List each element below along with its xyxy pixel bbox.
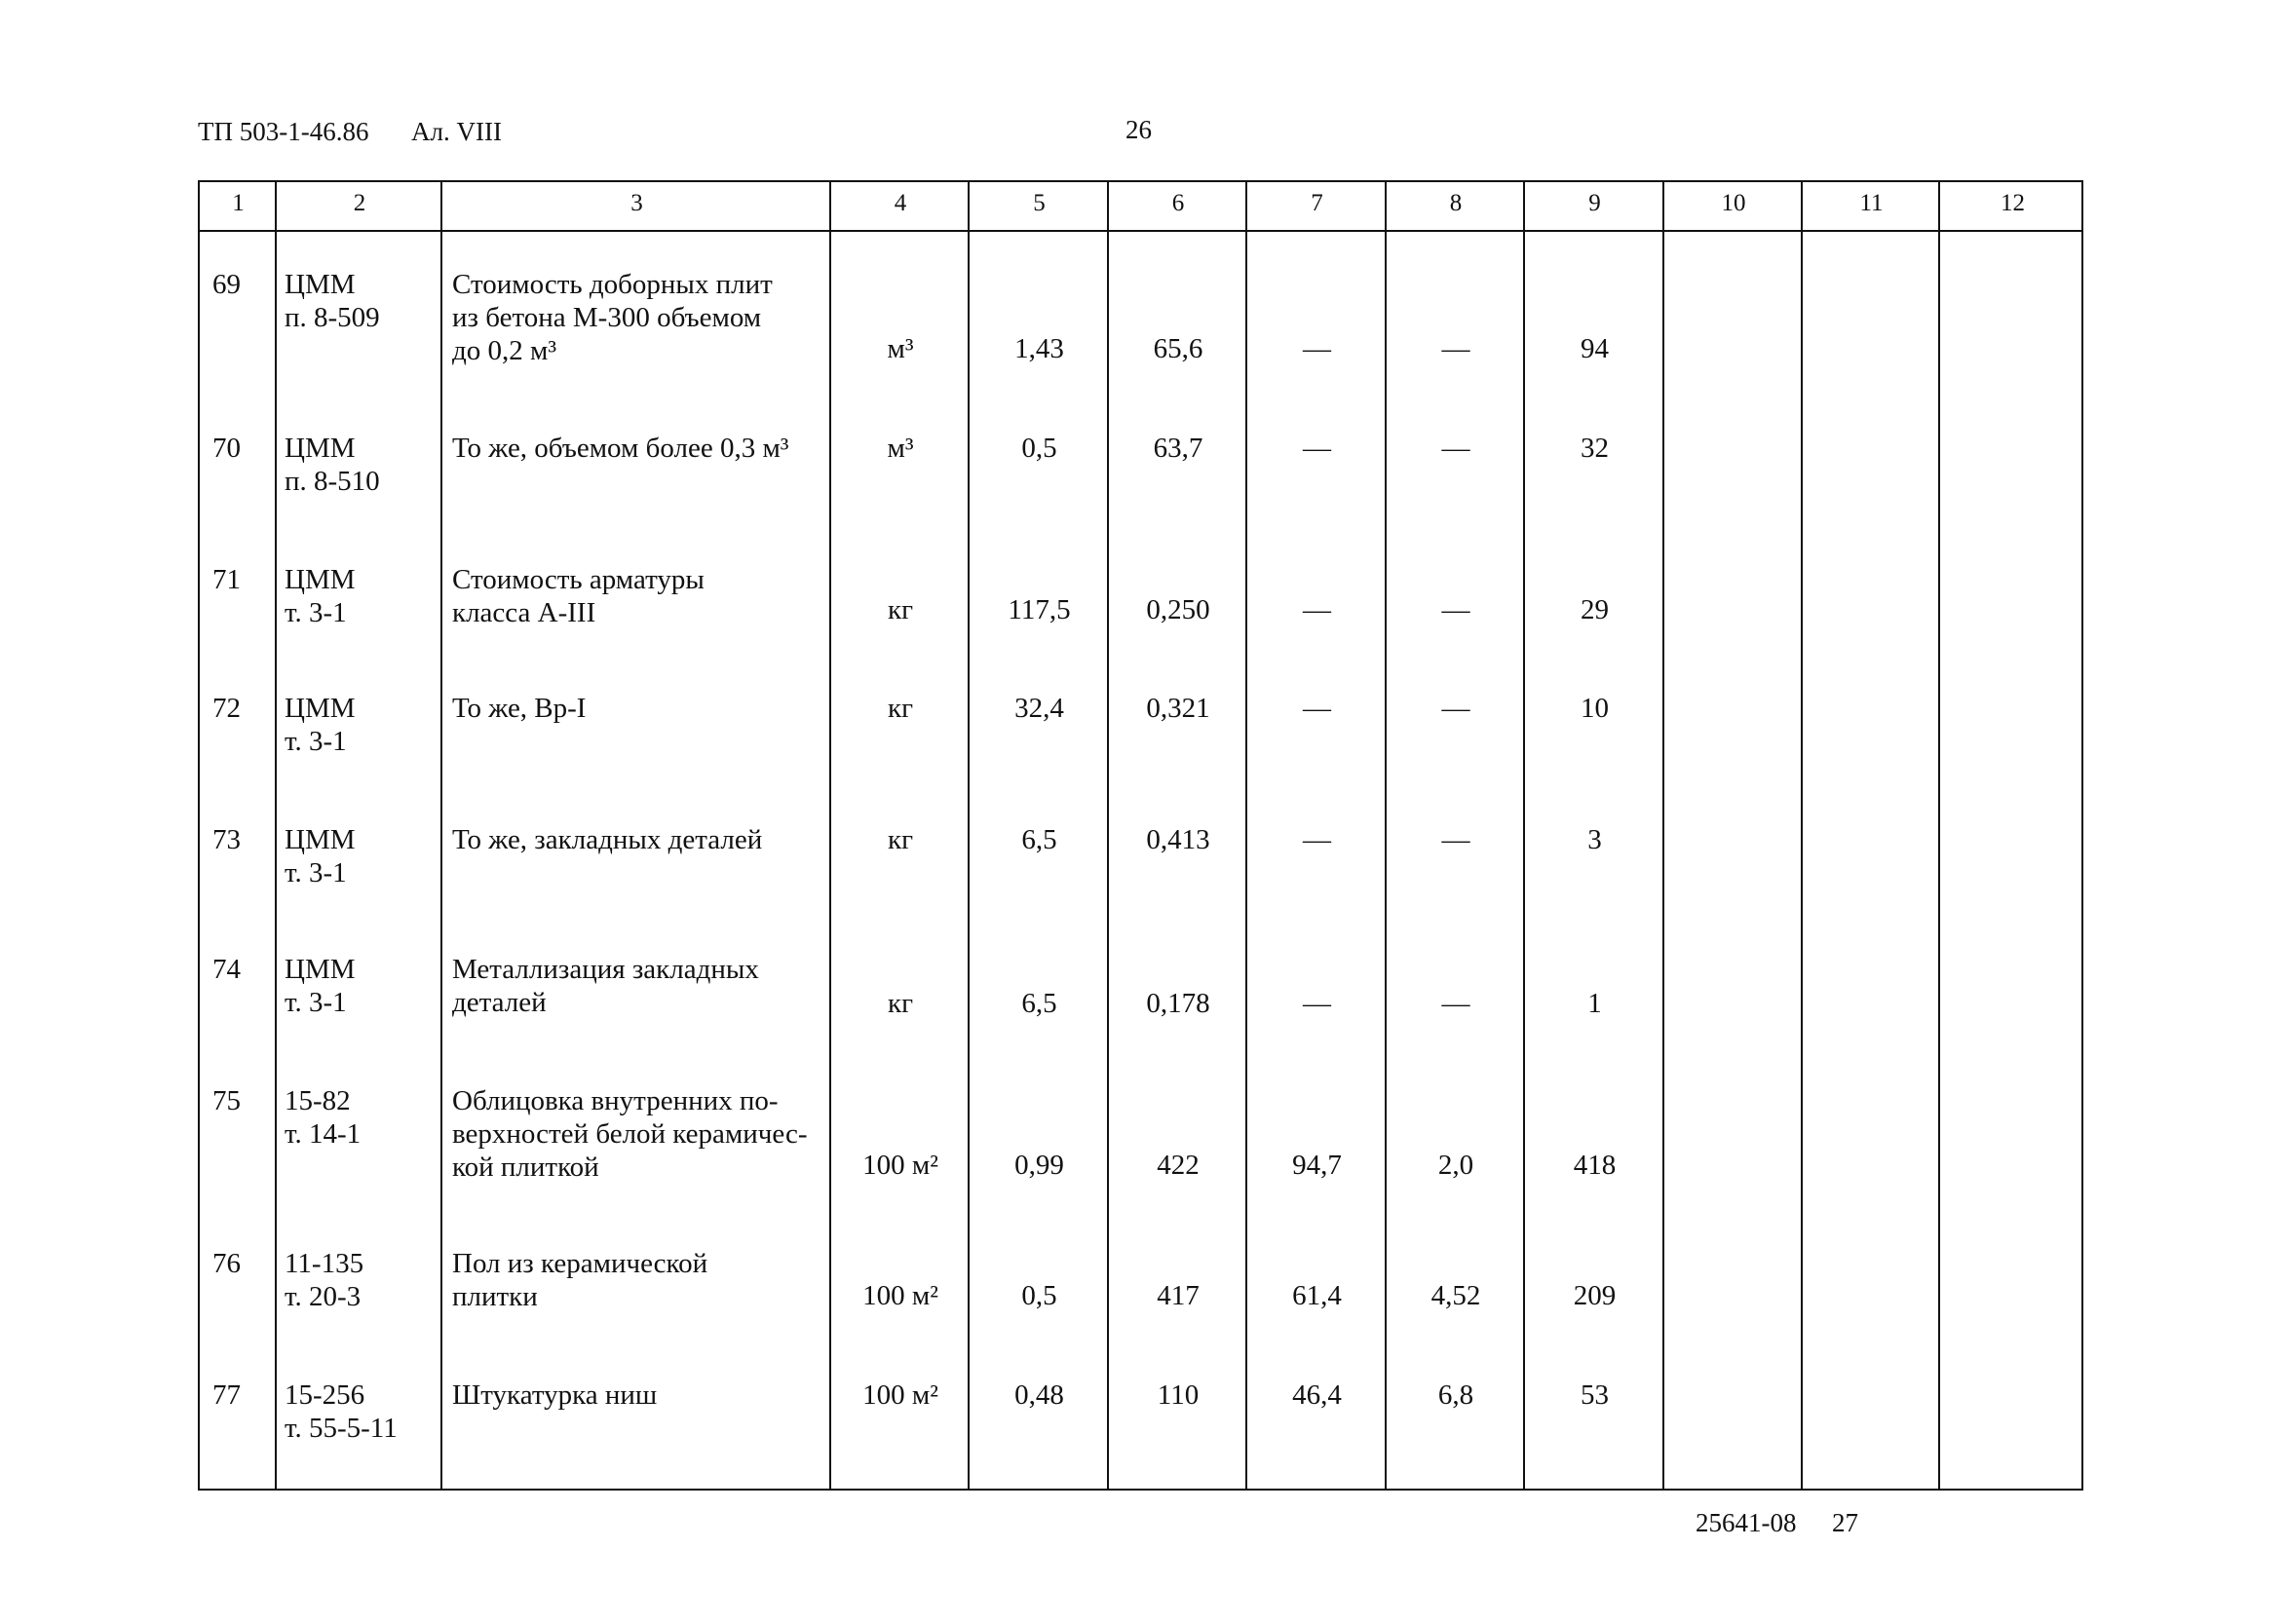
- reference-line: т. 3-1: [285, 597, 347, 628]
- quantity: 0,5: [1021, 1280, 1057, 1311]
- column-divider: [829, 182, 831, 1489]
- total-cost: 53: [1581, 1379, 1609, 1411]
- description-line: из бетона М-300 объемом: [452, 302, 762, 333]
- unit-cost: 65,6: [1153, 333, 1203, 364]
- wage-cost: —: [1303, 988, 1331, 1019]
- description-line: до 0,2 м³: [452, 335, 557, 366]
- machine-cost: 4,52: [1430, 1280, 1481, 1311]
- column-number: 10: [1721, 190, 1746, 216]
- row-number: 70: [212, 433, 241, 464]
- machine-cost: —: [1441, 433, 1470, 464]
- description-line: То же, Вр-I: [452, 693, 587, 724]
- total-cost: 209: [1573, 1280, 1617, 1311]
- total-cost: 3: [1587, 824, 1602, 855]
- column-number: 7: [1311, 190, 1323, 216]
- quantity: 0,99: [1014, 1150, 1064, 1181]
- unit: 100 м²: [862, 1379, 938, 1411]
- unit-cost: 0,321: [1146, 693, 1210, 724]
- unit: 100 м²: [862, 1280, 938, 1311]
- column-divider: [1662, 182, 1664, 1489]
- unit-cost: 0,413: [1146, 824, 1210, 855]
- column-number: 12: [2001, 190, 2025, 216]
- unit-cost: 0,178: [1146, 988, 1210, 1019]
- quantity: 6,5: [1021, 988, 1057, 1019]
- reference-line: 15-256: [285, 1379, 365, 1411]
- column-number: 8: [1449, 190, 1463, 216]
- column-divider: [1245, 182, 1247, 1489]
- unit-cost: 63,7: [1153, 433, 1203, 464]
- description-line: класса А-III: [452, 597, 596, 628]
- document-code: ТП 503-1-46.86: [198, 117, 369, 146]
- description-line: верхностей белой керамичес-: [452, 1118, 808, 1150]
- header-divider: [200, 230, 2081, 232]
- row-number: 75: [212, 1085, 241, 1116]
- quantity: 32,4: [1014, 693, 1064, 724]
- unit: м³: [887, 333, 914, 364]
- description-line: Металлизация закладных: [452, 954, 759, 985]
- wage-cost: —: [1303, 693, 1331, 724]
- total-cost: 32: [1581, 433, 1609, 464]
- reference-line: 11-135: [285, 1248, 364, 1279]
- unit: кг: [888, 988, 913, 1019]
- unit-cost: 417: [1157, 1280, 1200, 1311]
- total-cost: 94: [1581, 333, 1609, 364]
- unit: кг: [888, 693, 913, 724]
- unit-cost: 0,250: [1146, 594, 1210, 625]
- page-number: 26: [1125, 115, 1152, 144]
- machine-cost: —: [1441, 594, 1470, 625]
- column-divider: [440, 182, 442, 1489]
- unit: 100 м²: [862, 1150, 938, 1181]
- unit: кг: [888, 594, 913, 625]
- estimate-table: [198, 180, 2083, 1491]
- reference-line: т. 3-1: [285, 857, 347, 888]
- reference-line: ЦММ: [285, 954, 356, 985]
- reference-line: ЦММ: [285, 693, 356, 724]
- total-cost: 418: [1573, 1150, 1617, 1181]
- reference-line: ЦММ: [285, 824, 356, 855]
- description-line: Пол из керамической: [452, 1248, 708, 1279]
- column-number: 3: [630, 190, 643, 216]
- total-cost: 29: [1581, 594, 1609, 625]
- wage-cost: —: [1303, 594, 1331, 625]
- column-divider: [1385, 182, 1387, 1489]
- description-line: деталей: [452, 987, 547, 1018]
- footer-page: 27: [1832, 1508, 1858, 1537]
- column-number: 4: [894, 190, 907, 216]
- column-number: 2: [353, 190, 366, 216]
- wage-cost: 46,4: [1292, 1379, 1342, 1411]
- unit: кг: [888, 824, 913, 855]
- album-number: Ал. VIII: [411, 117, 502, 146]
- column-number: 11: [1859, 190, 1884, 216]
- total-cost: 1: [1587, 988, 1602, 1019]
- unit-cost: 110: [1157, 1379, 1200, 1411]
- column-divider: [1107, 182, 1109, 1489]
- column-divider: [275, 182, 277, 1489]
- machine-cost: —: [1441, 693, 1470, 724]
- wage-cost: 94,7: [1292, 1150, 1342, 1181]
- wage-cost: —: [1303, 824, 1331, 855]
- column-divider: [1523, 182, 1525, 1489]
- description-line: Штукатурка ниш: [452, 1379, 658, 1411]
- row-number: 76: [212, 1248, 241, 1279]
- quantity: 0,5: [1021, 433, 1057, 464]
- reference-line: т. 3-1: [285, 726, 347, 757]
- reference-line: т. 20-3: [285, 1281, 362, 1312]
- reference-line: т. 3-1: [285, 987, 347, 1018]
- machine-cost: —: [1441, 988, 1470, 1019]
- wage-cost: 61,4: [1292, 1280, 1342, 1311]
- quantity: 6,5: [1021, 824, 1057, 855]
- footer-code: 25641-08: [1696, 1508, 1797, 1537]
- unit: м³: [887, 433, 914, 464]
- machine-cost: —: [1441, 824, 1470, 855]
- column-number: 5: [1033, 190, 1046, 216]
- column-number: 1: [232, 190, 245, 216]
- reference-line: ЦММ: [285, 564, 356, 595]
- row-number: 69: [212, 269, 241, 300]
- reference-line: п. 8-509: [285, 302, 380, 333]
- reference-line: ЦММ: [285, 269, 356, 300]
- quantity: 0,48: [1014, 1379, 1064, 1411]
- description-line: Облицовка внутренних по-: [452, 1085, 779, 1116]
- row-number: 74: [212, 954, 241, 985]
- row-number: 77: [212, 1379, 241, 1411]
- row-number: 71: [212, 564, 241, 595]
- column-number: 9: [1588, 190, 1601, 216]
- reference-line: т. 14-1: [285, 1118, 362, 1150]
- machine-cost: 2,0: [1437, 1150, 1474, 1181]
- wage-cost: —: [1303, 333, 1331, 364]
- reference-line: п. 8-510: [285, 466, 380, 497]
- description-line: То же, закладных деталей: [452, 824, 763, 855]
- wage-cost: —: [1303, 433, 1331, 464]
- row-number: 73: [212, 824, 241, 855]
- unit-cost: 422: [1157, 1150, 1200, 1181]
- column-divider: [1938, 182, 1940, 1489]
- reference-line: 15-82: [285, 1085, 351, 1116]
- description-line: Стоимость доборных плит: [452, 269, 773, 300]
- quantity: 1,43: [1014, 333, 1064, 364]
- description-line: плитки: [452, 1281, 538, 1312]
- description-line: Стоимость арматуры: [452, 564, 705, 595]
- column-number: 6: [1171, 190, 1185, 216]
- total-cost: 10: [1581, 693, 1609, 724]
- column-divider: [968, 182, 970, 1489]
- machine-cost: 6,8: [1437, 1379, 1474, 1411]
- column-divider: [1801, 182, 1803, 1489]
- reference-line: т. 55-5-11: [285, 1413, 398, 1444]
- description-line: То же, объемом более 0,3 м³: [452, 433, 789, 464]
- reference-line: ЦММ: [285, 433, 356, 464]
- row-number: 72: [212, 693, 241, 724]
- machine-cost: —: [1441, 333, 1470, 364]
- quantity: 117,5: [1008, 594, 1071, 625]
- description-line: кой плиткой: [452, 1152, 599, 1183]
